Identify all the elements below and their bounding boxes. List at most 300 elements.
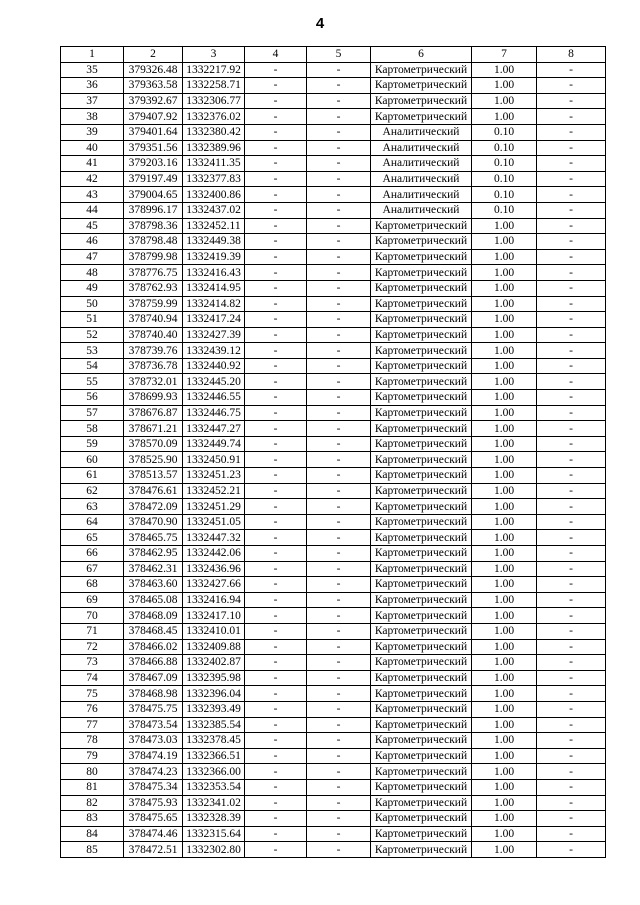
col5-cell: - bbox=[307, 561, 371, 577]
table-body bbox=[61, 62, 606, 857]
method-cell: Картометрический bbox=[371, 546, 472, 562]
table-row bbox=[61, 468, 606, 484]
y-coordinate-cell: 1332353.54 bbox=[183, 779, 245, 795]
point-number-cell: 80 bbox=[61, 764, 124, 780]
point-number-cell: 56 bbox=[61, 390, 124, 406]
accuracy-cell: 0.10 bbox=[472, 140, 537, 156]
accuracy-cell: 1.00 bbox=[472, 686, 537, 702]
accuracy-cell: 1.00 bbox=[472, 733, 537, 749]
col8-cell: - bbox=[537, 779, 606, 795]
x-coordinate-cell: 378462.95 bbox=[124, 546, 183, 562]
method-cell: Картометрический bbox=[371, 499, 472, 515]
table-row bbox=[61, 140, 606, 156]
col4-cell: - bbox=[245, 124, 307, 140]
point-number-cell: 76 bbox=[61, 701, 124, 717]
col4-cell: - bbox=[245, 296, 307, 312]
col5-cell: - bbox=[307, 779, 371, 795]
col4-cell: - bbox=[245, 639, 307, 655]
col5-cell: - bbox=[307, 764, 371, 780]
y-coordinate-cell: 1332315.64 bbox=[183, 826, 245, 842]
method-cell: Картометрический bbox=[371, 62, 472, 78]
method-cell: Картометрический bbox=[371, 109, 472, 125]
col8-cell: - bbox=[537, 623, 606, 639]
point-number-cell: 59 bbox=[61, 436, 124, 452]
table-row bbox=[61, 312, 606, 328]
x-coordinate-cell: 378996.17 bbox=[124, 202, 183, 218]
y-coordinate-cell: 1332416.43 bbox=[183, 265, 245, 281]
col8-cell: - bbox=[537, 546, 606, 562]
x-coordinate-cell: 378513.57 bbox=[124, 468, 183, 484]
accuracy-cell: 1.00 bbox=[472, 639, 537, 655]
x-coordinate-cell: 378475.93 bbox=[124, 795, 183, 811]
col8-cell: - bbox=[537, 249, 606, 265]
accuracy-cell: 1.00 bbox=[472, 468, 537, 484]
col5-cell: - bbox=[307, 670, 371, 686]
accuracy-cell: 1.00 bbox=[472, 842, 537, 858]
col8-cell: - bbox=[537, 748, 606, 764]
y-coordinate-cell: 1332437.02 bbox=[183, 202, 245, 218]
accuracy-cell: 1.00 bbox=[472, 280, 537, 296]
col8-cell: - bbox=[537, 202, 606, 218]
method-cell: Картометрический bbox=[371, 655, 472, 671]
col8-cell: - bbox=[537, 577, 606, 593]
y-coordinate-cell: 1332411.35 bbox=[183, 156, 245, 172]
col5-cell: - bbox=[307, 124, 371, 140]
col8-cell: - bbox=[537, 124, 606, 140]
point-number-cell: 82 bbox=[61, 795, 124, 811]
x-coordinate-cell: 378466.02 bbox=[124, 639, 183, 655]
x-coordinate-cell: 378465.08 bbox=[124, 592, 183, 608]
table-row bbox=[61, 78, 606, 94]
method-cell: Картометрический bbox=[371, 561, 472, 577]
col8-cell: - bbox=[537, 171, 606, 187]
point-number-cell: 68 bbox=[61, 577, 124, 593]
col4-cell: - bbox=[245, 468, 307, 484]
col5-cell: - bbox=[307, 187, 371, 203]
col8-cell: - bbox=[537, 156, 606, 172]
point-number-cell: 71 bbox=[61, 623, 124, 639]
accuracy-cell: 1.00 bbox=[472, 592, 537, 608]
point-number-cell: 47 bbox=[61, 249, 124, 265]
col8-cell: - bbox=[537, 358, 606, 374]
y-coordinate-cell: 1332419.39 bbox=[183, 249, 245, 265]
accuracy-cell: 1.00 bbox=[472, 343, 537, 359]
point-number-cell: 84 bbox=[61, 826, 124, 842]
point-number-cell: 74 bbox=[61, 670, 124, 686]
col4-cell: - bbox=[245, 358, 307, 374]
col4-cell: - bbox=[245, 327, 307, 343]
table-row bbox=[61, 265, 606, 281]
x-coordinate-cell: 378475.34 bbox=[124, 779, 183, 795]
y-coordinate-cell: 1332389.96 bbox=[183, 140, 245, 156]
point-number-cell: 66 bbox=[61, 546, 124, 562]
col4-cell: - bbox=[245, 78, 307, 94]
table-row bbox=[61, 546, 606, 562]
table-row bbox=[61, 514, 606, 530]
accuracy-cell: 0.10 bbox=[472, 171, 537, 187]
y-coordinate-cell: 1332452.11 bbox=[183, 218, 245, 234]
accuracy-cell: 1.00 bbox=[472, 608, 537, 624]
table-row bbox=[61, 405, 606, 421]
table-row bbox=[61, 296, 606, 312]
col4-cell: - bbox=[245, 140, 307, 156]
point-number-cell: 67 bbox=[61, 561, 124, 577]
x-coordinate-cell: 378473.03 bbox=[124, 733, 183, 749]
col8-cell: - bbox=[537, 405, 606, 421]
table-row bbox=[61, 842, 606, 858]
method-cell: Аналитический bbox=[371, 202, 472, 218]
y-coordinate-cell: 1332366.00 bbox=[183, 764, 245, 780]
col8-cell: - bbox=[537, 390, 606, 406]
y-coordinate-cell: 1332440.92 bbox=[183, 358, 245, 374]
col5-cell: - bbox=[307, 733, 371, 749]
point-number-cell: 51 bbox=[61, 312, 124, 328]
x-coordinate-cell: 379401.64 bbox=[124, 124, 183, 140]
accuracy-cell: 1.00 bbox=[472, 249, 537, 265]
col4-cell: - bbox=[245, 390, 307, 406]
col4-cell: - bbox=[245, 701, 307, 717]
col4-cell: - bbox=[245, 795, 307, 811]
point-number-cell: 35 bbox=[61, 62, 124, 78]
col8-cell: - bbox=[537, 421, 606, 437]
method-cell: Картометрический bbox=[371, 249, 472, 265]
point-number-cell: 48 bbox=[61, 265, 124, 281]
col8-cell: - bbox=[537, 483, 606, 499]
col4-cell: - bbox=[245, 826, 307, 842]
x-coordinate-cell: 379326.48 bbox=[124, 62, 183, 78]
x-coordinate-cell: 378759.99 bbox=[124, 296, 183, 312]
x-coordinate-cell: 379392.67 bbox=[124, 93, 183, 109]
x-coordinate-cell: 379363.58 bbox=[124, 78, 183, 94]
col5-cell: - bbox=[307, 405, 371, 421]
point-number-cell: 39 bbox=[61, 124, 124, 140]
col5-cell: - bbox=[307, 608, 371, 624]
table-row bbox=[61, 670, 606, 686]
accuracy-cell: 1.00 bbox=[472, 218, 537, 234]
col5-cell: - bbox=[307, 249, 371, 265]
accuracy-cell: 0.10 bbox=[472, 202, 537, 218]
accuracy-cell: 1.00 bbox=[472, 436, 537, 452]
accuracy-cell: 1.00 bbox=[472, 62, 537, 78]
col5-cell: - bbox=[307, 499, 371, 515]
accuracy-cell: 1.00 bbox=[472, 483, 537, 499]
table-row bbox=[61, 218, 606, 234]
col8-cell: - bbox=[537, 327, 606, 343]
method-cell: Картометрический bbox=[371, 343, 472, 359]
x-coordinate-cell: 378473.54 bbox=[124, 717, 183, 733]
method-cell: Картометрический bbox=[371, 670, 472, 686]
col8-cell: - bbox=[537, 343, 606, 359]
method-cell: Картометрический bbox=[371, 421, 472, 437]
col5-cell: - bbox=[307, 826, 371, 842]
accuracy-cell: 1.00 bbox=[472, 561, 537, 577]
method-cell: Картометрический bbox=[371, 405, 472, 421]
col4-cell: - bbox=[245, 717, 307, 733]
method-cell: Картометрический bbox=[371, 608, 472, 624]
col5-cell: - bbox=[307, 795, 371, 811]
col5-cell: - bbox=[307, 421, 371, 437]
x-coordinate-cell: 378525.90 bbox=[124, 452, 183, 468]
point-number-cell: 46 bbox=[61, 234, 124, 250]
col8-cell: - bbox=[537, 764, 606, 780]
col5-cell: - bbox=[307, 78, 371, 94]
y-coordinate-cell: 1332306.77 bbox=[183, 93, 245, 109]
method-cell: Картометрический bbox=[371, 686, 472, 702]
point-number-cell: 38 bbox=[61, 109, 124, 125]
col5-cell: - bbox=[307, 312, 371, 328]
method-cell: Картометрический bbox=[371, 577, 472, 593]
y-coordinate-cell: 1332451.23 bbox=[183, 468, 245, 484]
col4-cell: - bbox=[245, 312, 307, 328]
point-number-cell: 73 bbox=[61, 655, 124, 671]
col5-cell: - bbox=[307, 546, 371, 562]
col4-cell: - bbox=[245, 623, 307, 639]
x-coordinate-cell: 378463.60 bbox=[124, 577, 183, 593]
point-number-cell: 40 bbox=[61, 140, 124, 156]
col5-cell: - bbox=[307, 530, 371, 546]
point-number-cell: 57 bbox=[61, 405, 124, 421]
x-coordinate-cell: 378468.45 bbox=[124, 623, 183, 639]
col4-cell: - bbox=[245, 608, 307, 624]
method-cell: Картометрический bbox=[371, 234, 472, 250]
x-coordinate-cell: 378732.01 bbox=[124, 374, 183, 390]
accuracy-cell: 1.00 bbox=[472, 421, 537, 437]
col4-cell: - bbox=[245, 405, 307, 421]
col5-cell: - bbox=[307, 202, 371, 218]
y-coordinate-cell: 1332414.82 bbox=[183, 296, 245, 312]
table-row bbox=[61, 343, 606, 359]
col4-cell: - bbox=[245, 187, 307, 203]
point-number-cell: 60 bbox=[61, 452, 124, 468]
x-coordinate-cell: 378466.88 bbox=[124, 655, 183, 671]
table-row bbox=[61, 608, 606, 624]
col5-cell: - bbox=[307, 327, 371, 343]
method-cell: Картометрический bbox=[371, 468, 472, 484]
col4-cell: - bbox=[245, 156, 307, 172]
point-number-cell: 70 bbox=[61, 608, 124, 624]
method-cell: Картометрический bbox=[371, 296, 472, 312]
col8-cell: - bbox=[537, 717, 606, 733]
y-coordinate-cell: 1332409.88 bbox=[183, 639, 245, 655]
method-cell: Картометрический bbox=[371, 748, 472, 764]
col5-cell: - bbox=[307, 577, 371, 593]
point-number-cell: 49 bbox=[61, 280, 124, 296]
x-coordinate-cell: 378465.75 bbox=[124, 530, 183, 546]
method-cell: Аналитический bbox=[371, 140, 472, 156]
x-coordinate-cell: 378676.87 bbox=[124, 405, 183, 421]
accuracy-cell: 1.00 bbox=[472, 546, 537, 562]
accuracy-cell: 1.00 bbox=[472, 530, 537, 546]
method-cell: Картометрический bbox=[371, 842, 472, 858]
x-coordinate-cell: 378468.09 bbox=[124, 608, 183, 624]
y-coordinate-cell: 1332416.94 bbox=[183, 592, 245, 608]
y-coordinate-cell: 1332446.75 bbox=[183, 405, 245, 421]
method-cell: Картометрический bbox=[371, 592, 472, 608]
col5-cell: - bbox=[307, 374, 371, 390]
x-coordinate-cell: 378740.40 bbox=[124, 327, 183, 343]
accuracy-cell: 1.00 bbox=[472, 826, 537, 842]
col8-cell: - bbox=[537, 468, 606, 484]
accuracy-cell: 1.00 bbox=[472, 78, 537, 94]
col4-cell: - bbox=[245, 421, 307, 437]
table-row bbox=[61, 748, 606, 764]
y-coordinate-cell: 1332341.02 bbox=[183, 795, 245, 811]
point-number-cell: 83 bbox=[61, 811, 124, 827]
col4-cell: - bbox=[245, 93, 307, 109]
x-coordinate-cell: 378740.94 bbox=[124, 312, 183, 328]
x-coordinate-cell: 378470.90 bbox=[124, 514, 183, 530]
col5-cell: - bbox=[307, 358, 371, 374]
method-cell: Картометрический bbox=[371, 623, 472, 639]
col4-cell: - bbox=[245, 530, 307, 546]
table-row bbox=[61, 202, 606, 218]
point-number-cell: 61 bbox=[61, 468, 124, 484]
col4-cell: - bbox=[245, 265, 307, 281]
method-cell: Картометрический bbox=[371, 779, 472, 795]
col4-cell: - bbox=[245, 546, 307, 562]
y-coordinate-cell: 1332302.80 bbox=[183, 842, 245, 858]
table-row bbox=[61, 452, 606, 468]
point-number-cell: 50 bbox=[61, 296, 124, 312]
y-coordinate-cell: 1332378.45 bbox=[183, 733, 245, 749]
method-cell: Аналитический bbox=[371, 156, 472, 172]
accuracy-cell: 1.00 bbox=[472, 296, 537, 312]
x-coordinate-cell: 379004.65 bbox=[124, 187, 183, 203]
method-cell: Картометрический bbox=[371, 795, 472, 811]
point-number-cell: 63 bbox=[61, 499, 124, 515]
col5-cell: - bbox=[307, 140, 371, 156]
point-number-cell: 54 bbox=[61, 358, 124, 374]
point-number-cell: 53 bbox=[61, 343, 124, 359]
x-coordinate-cell: 378475.65 bbox=[124, 811, 183, 827]
col4-cell: - bbox=[245, 280, 307, 296]
col8-cell: - bbox=[537, 499, 606, 515]
table-row bbox=[61, 280, 606, 296]
point-number-cell: 75 bbox=[61, 686, 124, 702]
y-coordinate-cell: 1332449.74 bbox=[183, 436, 245, 452]
x-coordinate-cell: 378476.61 bbox=[124, 483, 183, 499]
method-cell: Картометрический bbox=[371, 701, 472, 717]
col8-cell: - bbox=[537, 670, 606, 686]
y-coordinate-cell: 1332451.29 bbox=[183, 499, 245, 515]
header-row bbox=[61, 47, 606, 63]
header-cell: 4 bbox=[245, 47, 307, 63]
method-cell: Картометрический bbox=[371, 764, 472, 780]
header-cell: 8 bbox=[537, 47, 606, 63]
method-cell: Картометрический bbox=[371, 327, 472, 343]
method-cell: Картометрический bbox=[371, 639, 472, 655]
col8-cell: - bbox=[537, 561, 606, 577]
page-number: 4 bbox=[315, 15, 325, 32]
method-cell: Картометрический bbox=[371, 530, 472, 546]
col5-cell: - bbox=[307, 265, 371, 281]
accuracy-cell: 1.00 bbox=[472, 717, 537, 733]
table-row bbox=[61, 249, 606, 265]
table-row bbox=[61, 639, 606, 655]
method-cell: Картометрический bbox=[371, 514, 472, 530]
col4-cell: - bbox=[245, 592, 307, 608]
col5-cell: - bbox=[307, 452, 371, 468]
table-row bbox=[61, 655, 606, 671]
col8-cell: - bbox=[537, 655, 606, 671]
y-coordinate-cell: 1332366.51 bbox=[183, 748, 245, 764]
y-coordinate-cell: 1332258.71 bbox=[183, 78, 245, 94]
col5-cell: - bbox=[307, 234, 371, 250]
point-number-cell: 79 bbox=[61, 748, 124, 764]
col8-cell: - bbox=[537, 109, 606, 125]
col8-cell: - bbox=[537, 686, 606, 702]
y-coordinate-cell: 1332450.91 bbox=[183, 452, 245, 468]
x-coordinate-cell: 378736.78 bbox=[124, 358, 183, 374]
table-row bbox=[61, 421, 606, 437]
accuracy-cell: 1.00 bbox=[472, 327, 537, 343]
col4-cell: - bbox=[245, 655, 307, 671]
x-coordinate-cell: 378671.21 bbox=[124, 421, 183, 437]
accuracy-cell: 1.00 bbox=[472, 795, 537, 811]
method-cell: Картометрический bbox=[371, 218, 472, 234]
x-coordinate-cell: 378472.51 bbox=[124, 842, 183, 858]
table-row bbox=[61, 592, 606, 608]
accuracy-cell: 1.00 bbox=[472, 390, 537, 406]
y-coordinate-cell: 1332449.38 bbox=[183, 234, 245, 250]
col4-cell: - bbox=[245, 452, 307, 468]
method-cell: Картометрический bbox=[371, 483, 472, 499]
table-row bbox=[61, 436, 606, 452]
method-cell: Картометрический bbox=[371, 826, 472, 842]
x-coordinate-cell: 378799.98 bbox=[124, 249, 183, 265]
col4-cell: - bbox=[245, 499, 307, 515]
method-cell: Картометрический bbox=[371, 811, 472, 827]
col5-cell: - bbox=[307, 717, 371, 733]
accuracy-cell: 1.00 bbox=[472, 405, 537, 421]
col5-cell: - bbox=[307, 109, 371, 125]
x-coordinate-cell: 378739.76 bbox=[124, 343, 183, 359]
accuracy-cell: 1.00 bbox=[472, 811, 537, 827]
y-coordinate-cell: 1332385.54 bbox=[183, 717, 245, 733]
method-cell: Аналитический bbox=[371, 124, 472, 140]
col5-cell: - bbox=[307, 592, 371, 608]
accuracy-cell: 0.10 bbox=[472, 124, 537, 140]
col5-cell: - bbox=[307, 686, 371, 702]
col5-cell: - bbox=[307, 623, 371, 639]
col8-cell: - bbox=[537, 811, 606, 827]
table-row bbox=[61, 483, 606, 499]
x-coordinate-cell: 378798.48 bbox=[124, 234, 183, 250]
x-coordinate-cell: 378462.31 bbox=[124, 561, 183, 577]
col4-cell: - bbox=[245, 374, 307, 390]
point-number-cell: 78 bbox=[61, 733, 124, 749]
x-coordinate-cell: 379407.92 bbox=[124, 109, 183, 125]
col5-cell: - bbox=[307, 156, 371, 172]
accuracy-cell: 0.10 bbox=[472, 156, 537, 172]
accuracy-cell: 1.00 bbox=[472, 234, 537, 250]
col8-cell: - bbox=[537, 639, 606, 655]
x-coordinate-cell: 378475.75 bbox=[124, 701, 183, 717]
y-coordinate-cell: 1332439.12 bbox=[183, 343, 245, 359]
point-number-cell: 41 bbox=[61, 156, 124, 172]
y-coordinate-cell: 1332402.87 bbox=[183, 655, 245, 671]
accuracy-cell: 1.00 bbox=[472, 655, 537, 671]
x-coordinate-cell: 378699.93 bbox=[124, 390, 183, 406]
col5-cell: - bbox=[307, 390, 371, 406]
point-number-cell: 58 bbox=[61, 421, 124, 437]
point-number-cell: 85 bbox=[61, 842, 124, 858]
y-coordinate-cell: 1332452.21 bbox=[183, 483, 245, 499]
point-number-cell: 37 bbox=[61, 93, 124, 109]
y-coordinate-cell: 1332427.39 bbox=[183, 327, 245, 343]
col4-cell: - bbox=[245, 483, 307, 499]
accuracy-cell: 1.00 bbox=[472, 265, 537, 281]
